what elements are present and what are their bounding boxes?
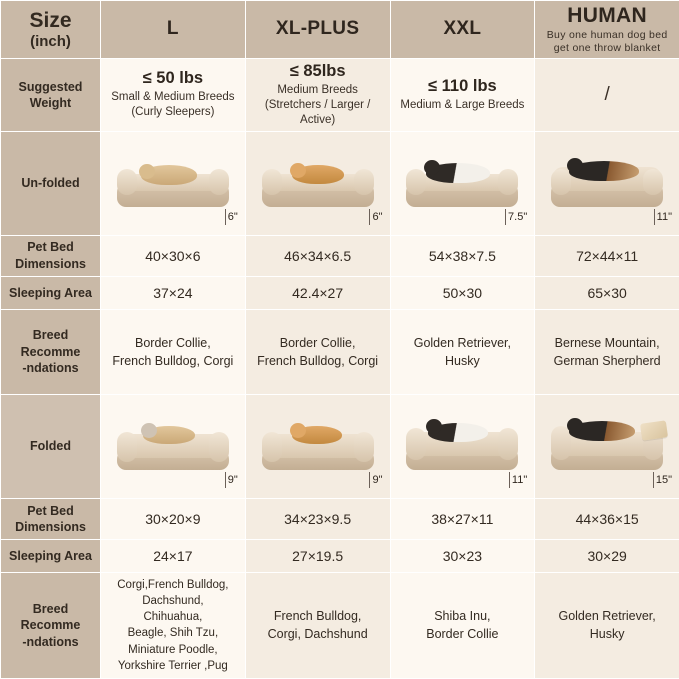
header-size-label	[1, 1, 101, 59]
row-label-unfolded-sleeping-area: Sleeping Area	[1, 276, 101, 309]
weight-l	[101, 58, 246, 131]
folded-image-human	[535, 395, 679, 499]
measure-folded-xxl: 11"	[509, 472, 527, 488]
dog-bed-illustration	[406, 418, 518, 474]
row-unfolded	[1, 131, 679, 235]
row-label-folded-breeds: Breed Recomme -ndations	[1, 572, 101, 678]
unfolded-sleep-l: 37×24	[101, 276, 246, 309]
folded-image-l	[101, 395, 246, 499]
row-label-unfolded-dimensions: Pet Bed Dimensions	[1, 235, 101, 276]
weight-l-sub: Small & Medium Breeds (Curly Sleepers)	[111, 91, 235, 119]
row-folded-breeds	[1, 572, 679, 678]
header-col-human-name: HUMAN	[567, 3, 647, 27]
folded-dim-human: 44×36×15	[535, 498, 679, 539]
unfolded-image-l	[101, 131, 246, 235]
weight-xlplus-main: ≤ 85lbs	[289, 61, 346, 80]
dog-bed-illustration	[551, 418, 663, 474]
measure-folded-human: 15"	[653, 472, 672, 488]
weight-xxl-main: ≤ 110 lbs	[428, 76, 497, 95]
folded-sleep-human: 30×29	[535, 540, 679, 573]
header-col-human-note: Buy one human dog bed get one throw blanket	[546, 28, 668, 54]
row-unfolded-breeds	[1, 309, 679, 394]
dog-bed-illustration	[117, 418, 229, 474]
measure-folded-l: 9"	[225, 472, 238, 488]
row-folded	[1, 395, 679, 499]
row-label-folded-sleeping-area: Sleeping Area	[1, 540, 101, 573]
weight-l-main: ≤ 50 lbs	[142, 69, 204, 88]
weight-xlplus	[245, 58, 390, 131]
row-suggested-weight	[1, 58, 679, 131]
unfolded-image-human	[535, 131, 679, 235]
folded-sleep-l: 24×17	[101, 540, 246, 573]
unfolded-breeds-xlplus: Border Collie, French Bulldog, Corgi	[245, 309, 390, 394]
measure-unfolded-xxl: 7.5"	[505, 209, 527, 225]
weight-xxl-sub: Medium & Large Breeds	[400, 98, 525, 111]
row-folded-dimensions	[1, 498, 679, 539]
folded-sleep-xlplus: 27×19.5	[245, 540, 390, 573]
unfolded-dim-human: 72×44×11	[535, 235, 679, 276]
unfolded-image-xlplus	[245, 131, 390, 235]
header-row	[1, 1, 679, 59]
unfolded-sleep-xxl: 50×30	[390, 276, 535, 309]
dog-bed-illustration	[262, 155, 374, 211]
unfolded-breeds-l: Border Collie, French Bulldog, Corgi	[101, 309, 246, 394]
unfolded-breeds-human: Bernese Mountain, German Sherpherd	[535, 309, 679, 394]
measure-unfolded-human: 11"	[654, 209, 672, 225]
folded-image-xlplus	[245, 395, 390, 499]
dog-head	[139, 164, 155, 179]
weight-human	[535, 58, 679, 131]
folded-breeds-xlplus: French Bulldog, Corgi, Dachshund	[245, 572, 390, 678]
header-col-xxl: XXL	[390, 1, 535, 59]
dog-bed-illustration	[406, 155, 518, 211]
folded-sleep-xxl: 30×23	[390, 540, 535, 573]
unfolded-dim-xlplus: 46×34×6.5	[245, 235, 390, 276]
unfolded-sleep-human: 65×30	[535, 276, 679, 309]
measure-unfolded-xlplus: 6"	[369, 209, 382, 225]
throw-blanket-illustration	[640, 421, 668, 441]
measure-folded-xlplus: 9"	[369, 472, 382, 488]
header-size-title: Size	[29, 8, 72, 32]
folded-dim-l: 30×20×9	[101, 498, 246, 539]
unfolded-breeds-xxl: Golden Retriever, Husky	[390, 309, 535, 394]
dog-bed-illustration	[117, 155, 229, 211]
header-col-human	[535, 1, 679, 59]
header-size-unit: (inch)	[30, 32, 71, 50]
row-label-folded-dimensions: Pet Bed Dimensions	[1, 498, 101, 539]
unfolded-dim-xxl: 54×38×7.5	[390, 235, 535, 276]
folded-dim-xlplus: 34×23×9.5	[245, 498, 390, 539]
row-label-folded: Folded	[1, 395, 101, 499]
weight-xlplus-sub: Medium Breeds (Stretchers / Larger / Active)	[264, 83, 371, 126]
row-folded-sleeping-area	[1, 540, 679, 573]
unfolded-sleep-xlplus: 42.4×27	[245, 276, 390, 309]
folded-breeds-human: Golden Retriever, Husky	[535, 572, 679, 678]
folded-image-xxl	[390, 395, 535, 499]
measure-unfolded-l: 6"	[225, 209, 238, 225]
row-label-unfolded-breeds: Breed Recomme -ndations	[1, 309, 101, 394]
dog-bed-illustration	[262, 418, 374, 474]
dog-head	[290, 163, 306, 178]
header-col-l: L	[101, 1, 246, 59]
row-label-suggested-weight: Suggested Weight	[1, 58, 101, 131]
unfolded-dim-l: 40×30×6	[101, 235, 246, 276]
header-col-xlplus: XL-PLUS	[245, 1, 390, 59]
row-unfolded-sleeping-area	[1, 276, 679, 309]
weight-human-main: /	[604, 83, 610, 105]
dog-bed-illustration	[551, 155, 663, 211]
folded-breeds-l: Corgi,French Bulldog, Dachshund, Chihuahua, Beagle, Shih Tzu, Miniature Poodle, Yorkshire Terrier ,Pug	[101, 572, 246, 678]
folded-dim-xxl: 38×27×11	[390, 498, 535, 539]
row-label-unfolded: Un-folded	[1, 131, 101, 235]
row-unfolded-dimensions	[1, 235, 679, 276]
folded-breeds-xxl: Shiba Inu, Border Collie	[390, 572, 535, 678]
unfolded-image-xxl	[390, 131, 535, 235]
weight-xxl	[390, 58, 535, 131]
